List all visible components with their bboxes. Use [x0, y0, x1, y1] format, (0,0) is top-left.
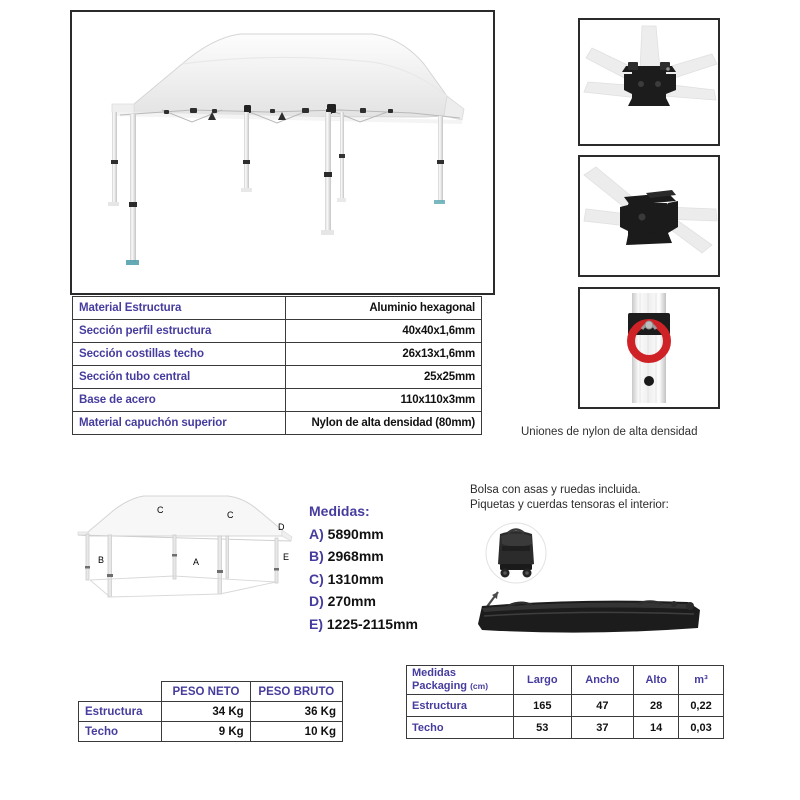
- measurement-key: E): [309, 615, 323, 632]
- sketch-label-A: A: [193, 557, 200, 567]
- detail-photo-joint-top: [578, 18, 720, 146]
- table-row: [79, 722, 343, 742]
- sketch-label-D: D: [278, 522, 285, 532]
- weight-header-neto: PESO NETO: [162, 682, 250, 702]
- measurement-key: C): [309, 570, 324, 587]
- measurement-item: [309, 523, 418, 546]
- spec-value: 26x13x1,6mm: [286, 343, 482, 366]
- table-row: [407, 695, 724, 717]
- table-row: [407, 717, 724, 739]
- detail-photo-joint-side: [578, 155, 720, 277]
- bag-description: [470, 483, 669, 513]
- measurements-list: [309, 500, 418, 635]
- packaging-row-label: Estructura: [407, 695, 514, 717]
- weight-table: [78, 681, 343, 742]
- table-row: [73, 343, 482, 366]
- spec-label: Material capuchón superior: [73, 412, 286, 435]
- bag-description-line2: Piquetas y cuerdas tensoras el interior:: [470, 499, 669, 511]
- detail-photo-pole-ring: [578, 287, 720, 409]
- spec-label: Sección perfil estructura: [73, 320, 286, 343]
- table-header-row: [79, 682, 343, 702]
- packaging-m3: 0,03: [679, 717, 724, 739]
- measurement-item: [309, 613, 418, 636]
- packaging-largo: 53: [514, 717, 572, 739]
- spec-value: Aluminio hexagonal: [286, 297, 482, 320]
- measurements-title: Medidas:: [309, 503, 370, 519]
- tent-dimension-diagram: [70, 490, 305, 605]
- packaging-alto: 28: [634, 695, 679, 717]
- spec-value: 110x110x3mm: [286, 389, 482, 412]
- measurement-key: B): [309, 548, 324, 564]
- measurement-value: 5890mm: [327, 525, 384, 542]
- nylon-cross-joint-icon: [580, 20, 718, 144]
- measurement-item: [309, 568, 418, 591]
- measurement-item: [309, 545, 418, 568]
- measurement-value: 1310mm: [327, 570, 384, 587]
- sketch-label-C2: C: [227, 510, 234, 520]
- packaging-row-label: Techo: [407, 717, 514, 739]
- weight-header-bruto: PESO BRUTO: [250, 682, 342, 702]
- table-header-row: [407, 666, 724, 695]
- table-row: [79, 702, 343, 722]
- spec-label: Sección tubo central: [73, 366, 286, 389]
- sketch-label-E: E: [283, 552, 290, 562]
- table-row: [73, 389, 482, 412]
- packaging-ancho: 37: [571, 717, 634, 739]
- packaging-header-largo: Largo: [514, 666, 572, 695]
- spec-value: 25x25mm: [286, 366, 482, 389]
- weight-corner-cell: [79, 682, 162, 702]
- measurement-value: 1225-2115mm: [326, 615, 418, 632]
- weight-neto-value: 34 Kg: [162, 702, 250, 722]
- carry-bag-icon: [468, 520, 718, 640]
- spec-label: Material Estructura: [73, 297, 286, 320]
- measurement-value: 2968mm: [327, 548, 384, 564]
- packaging-ancho: 47: [571, 695, 634, 717]
- sketch-label-B: B: [98, 555, 105, 565]
- pole-red-ring-icon: [580, 289, 718, 407]
- spec-value: 40x40x1,6mm: [286, 320, 482, 343]
- table-row: [73, 320, 482, 343]
- bag-description-line1: Bolsa con asas y ruedas incluida.: [470, 484, 641, 496]
- packaging-header-alto: Alto: [634, 666, 679, 695]
- joints-caption: Uniones de nylon de alta densidad: [521, 426, 698, 438]
- bag-illustration: [468, 520, 718, 640]
- spec-label: Sección costillas techo: [73, 343, 286, 366]
- sketch-label-C1: C: [157, 505, 164, 515]
- packaging-m3: 0,22: [679, 695, 724, 717]
- weight-bruto-value: 10 Kg: [250, 722, 342, 742]
- measurement-item: [309, 590, 418, 613]
- table-row: [73, 297, 482, 320]
- dimension-sketch: [70, 490, 305, 605]
- weight-neto-value: 9 Kg: [162, 722, 250, 742]
- nylon-joint-side-icon: [580, 157, 718, 275]
- table-row: [73, 412, 482, 435]
- table-row: [73, 366, 482, 389]
- packaging-header-unit: (cm): [470, 681, 489, 691]
- spec-value: Nylon de alta densidad (80mm): [286, 412, 482, 435]
- packaging-header-ancho: Ancho: [571, 666, 634, 695]
- specifications-table: [72, 296, 482, 435]
- packaging-header-title: [407, 666, 514, 695]
- weight-row-label: Techo: [79, 722, 162, 742]
- weight-row-label: Estructura: [79, 702, 162, 722]
- main-product-photo: [70, 10, 495, 295]
- spec-label: Base de acero: [73, 389, 286, 412]
- gazebo-tent-illustration: [72, 12, 493, 293]
- packaging-alto: 14: [634, 717, 679, 739]
- weight-bruto-value: 36 Kg: [250, 702, 342, 722]
- packaging-largo: 165: [514, 695, 572, 717]
- measurement-value: 270mm: [327, 593, 376, 609]
- packaging-table: [406, 665, 724, 739]
- packaging-header-sub: Packaging: [412, 680, 468, 692]
- measurement-key: A): [309, 525, 324, 542]
- packaging-header-main: Medidas: [412, 667, 457, 679]
- measurement-key: D): [309, 593, 324, 609]
- packaging-header-m3: m³: [679, 666, 724, 695]
